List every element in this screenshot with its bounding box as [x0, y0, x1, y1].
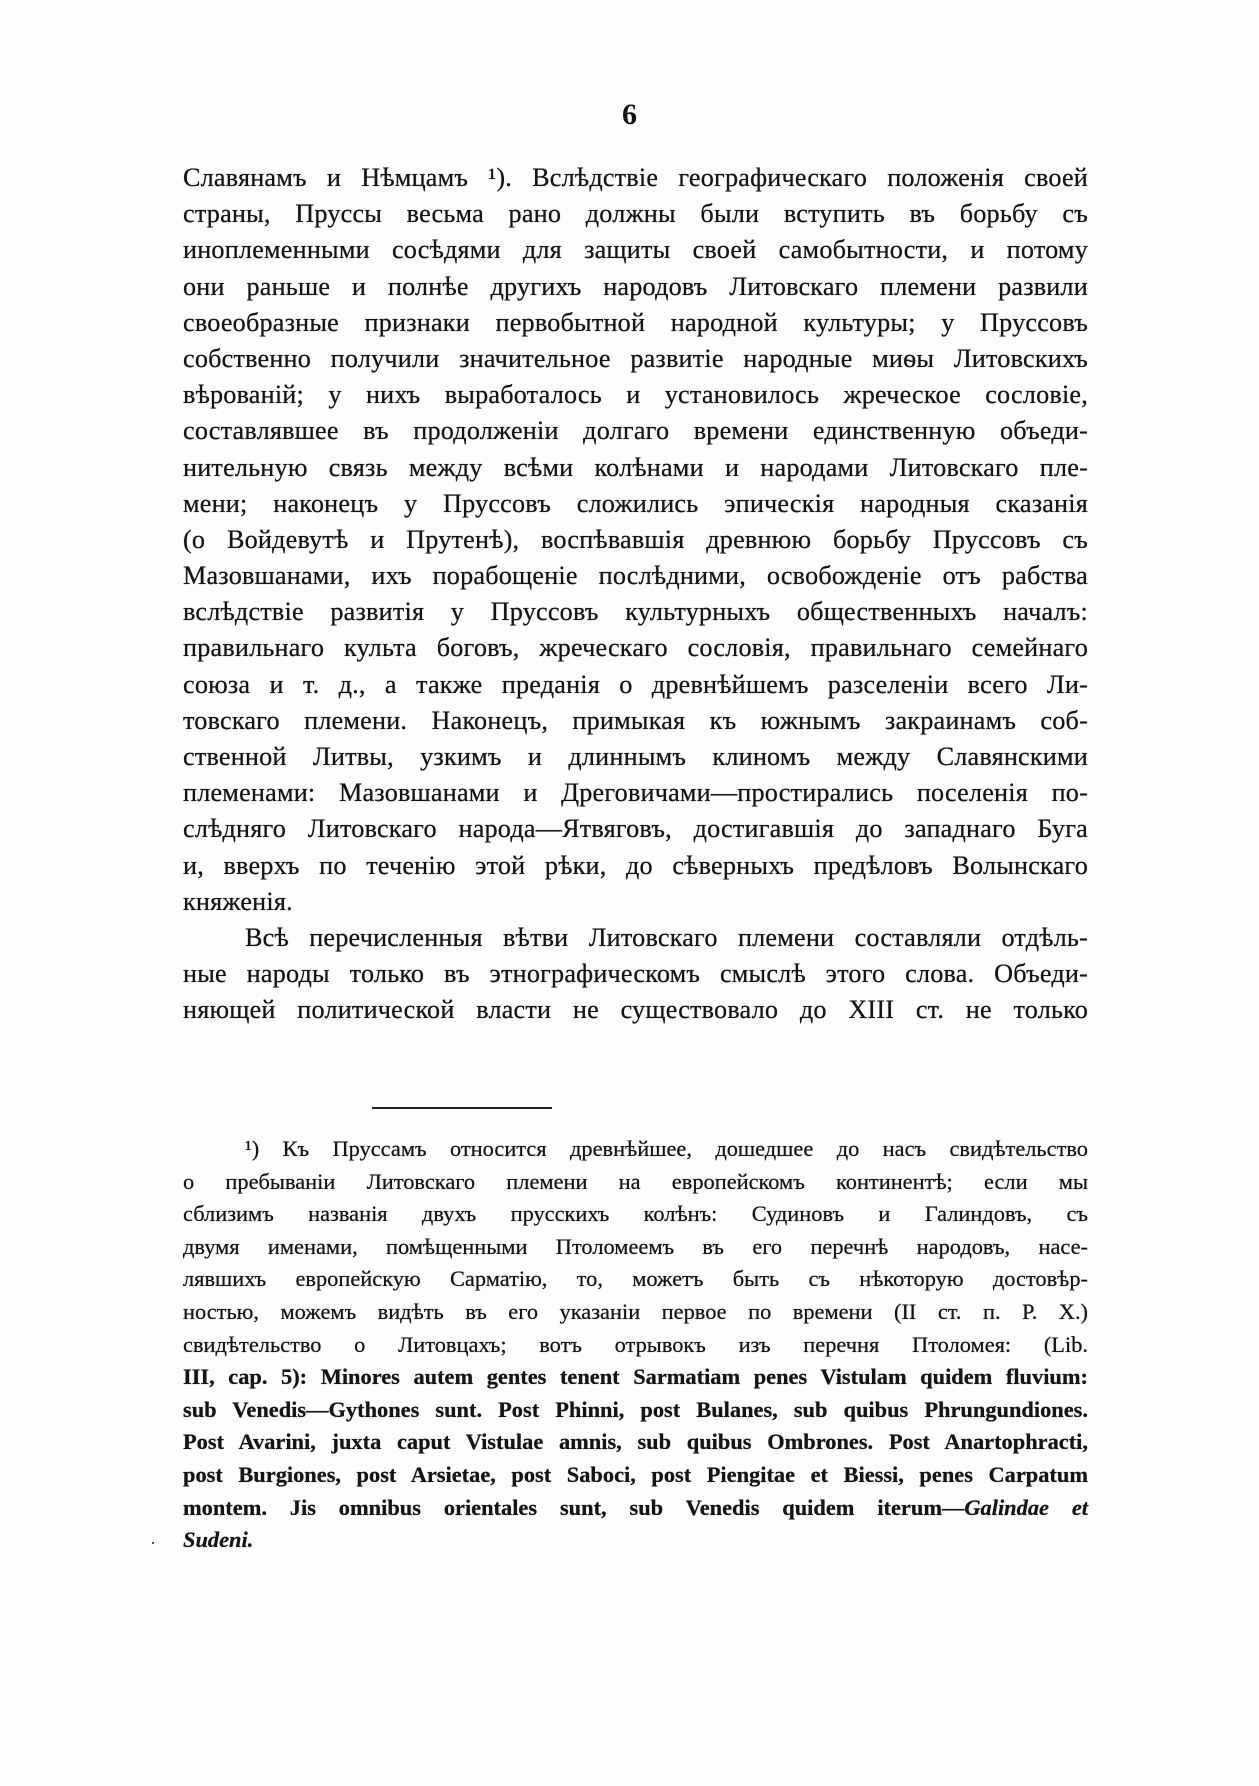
footnote-line: о пребываніи Литовскаго племени на европейскомъ континентѣ; если мы [183, 1168, 1088, 1194]
body-line: и, вверхъ по теченію этой рѣки, до сѣверныхъ предѣловъ Волынскаго [183, 850, 1088, 880]
body-line: няющей политической власти не существовало до XIII ст. не только [183, 995, 1088, 1025]
body-text [183, 160, 1088, 1029]
body-line: нительную связь между всѣми колѣнами и народами Литовскаго пле- [183, 452, 1088, 482]
body-line: собственно получили значительное развитіе народные миѳы Литовскихъ [183, 343, 1088, 373]
body-line: страны, Пруссы весьма рано должны были вступить въ борьбу съ [183, 199, 1088, 229]
margin-dot-mark: · [150, 1533, 156, 1553]
body-line: вѣрованій; у нихъ выработалось и установилось жреческое сословіе, [183, 380, 1088, 410]
footnote-line: сблизимъ названія двухъ прусскихъ колѣнъ: Судиновъ и Галиндовъ, съ [183, 1201, 1088, 1227]
body-line: Мазовшанами, ихъ порабощеніе послѣдними, освобожденіе отъ рабства [183, 561, 1088, 591]
footnote-line: ¹) Къ Пруссамъ относится древнѣйшее, дошедшее до насъ свидѣтельство [245, 1136, 1088, 1161]
paragraph-first-line: Всѣ перечисленныя вѣтви Литовскаго племени составляли отдѣль- [245, 922, 1088, 952]
body-line: своеобразные признаки первобытной народной культуры; у Пруссовъ [183, 307, 1088, 337]
body-line: правильнаго культа боговъ, жреческаго сословія, правильнаго семейнаго [183, 633, 1088, 663]
body-line: ные народы только въ этнографическомъ смыслѣ этого слова. Объеди- [183, 959, 1088, 989]
footnote-line: лявшихъ европейскую Сарматію, то, можетъ быть съ нѣкоторую достовѣр- [183, 1266, 1088, 1292]
body-line: Славянамъ и Нѣмцамъ ¹). Вслѣдствіе географическаго положенія своей [183, 163, 1088, 192]
body-line: (о Войдевутѣ и Прутенѣ), воспѣвавшія древнюю борьбу Пруссовъ съ [183, 524, 1088, 554]
body-line: племенами: Мазовшанами и Дреговичами—простирались поселенія по- [183, 778, 1088, 808]
footnote-line: двумя именами, помѣщенными Птоломеемъ въ его перечнѣ народовъ, насе- [183, 1233, 1088, 1259]
page-number: 6 [622, 98, 637, 131]
body-line: вслѣдствіе развитія у Пруссовъ культурныхъ общественныхъ началъ: [183, 597, 1088, 627]
footnote-latin-text: montem. Jis omnibus orientales sunt, sub Venedis quidem iterum— [183, 1494, 965, 1520]
footnote-italic-final: Sudeni. [183, 1527, 254, 1553]
body-line: составлявшее въ продолженіи долгаго времени единственную объеди- [183, 416, 1088, 446]
body-line: товскаго племени. Наконецъ, примыкая къ южнымъ закраинамъ соб- [183, 705, 1088, 735]
footnote-line: ностью, можемъ видѣть въ его указаніи первое по времени (II ст. п. Р. Х.) [183, 1298, 1088, 1324]
footnote-final-line [183, 1524, 1088, 1557]
footnote-latin-line: Post Avarini, juxta caput Vistulae amnis, sub quibus Ombrones. Post Anartophracti, [183, 1429, 1088, 1455]
footnote-latin-line: sub Venedis—Gythones sunt. Post Phinni, post Bulanes, sub quibus Phrungundiones. [183, 1396, 1088, 1422]
footnote-italic-names: Galindae et [964, 1494, 1088, 1520]
body-line: слѣдняго Литовскаго народа—Ятвяговъ, достигавшія до западнаго Буга [183, 814, 1088, 844]
body-line: ственной Литвы, узкимъ и длиннымъ клиномъ между Славянскими [183, 742, 1088, 771]
footnote-separator [372, 1107, 552, 1109]
body-line: мени; наконецъ у Пруссовъ сложились эпическія народныя сказанія [183, 488, 1088, 518]
body-line: они раньше и полнѣе другихъ народовъ Литовскаго племени развили [183, 271, 1088, 301]
footnote-latin-line: post Burgiones, post Arsietae, post Saboci, post Piengitae et Biessi, penes Carpatum [183, 1461, 1088, 1487]
footnote-line: свидѣтельство о Литовцахъ; вотъ отрывокъ изъ перечня Птоломея: (Lib. [183, 1331, 1088, 1357]
footnote-latin-line: III, cap. 5): Minores autem gentes tenent Sarmatiam penes Vistulam quidem fluvium: [183, 1364, 1088, 1390]
body-line: княженія. [183, 886, 293, 916]
footnote-latin-line [183, 1492, 1088, 1525]
body-line: союза и т. д., а также преданія о древнѣйшемъ разселеніи всего Ли- [183, 669, 1088, 699]
body-line: иноплеменными сосѣдями для защиты своей самобытности, и потому [183, 235, 1088, 265]
footnote [183, 1133, 1088, 1557]
